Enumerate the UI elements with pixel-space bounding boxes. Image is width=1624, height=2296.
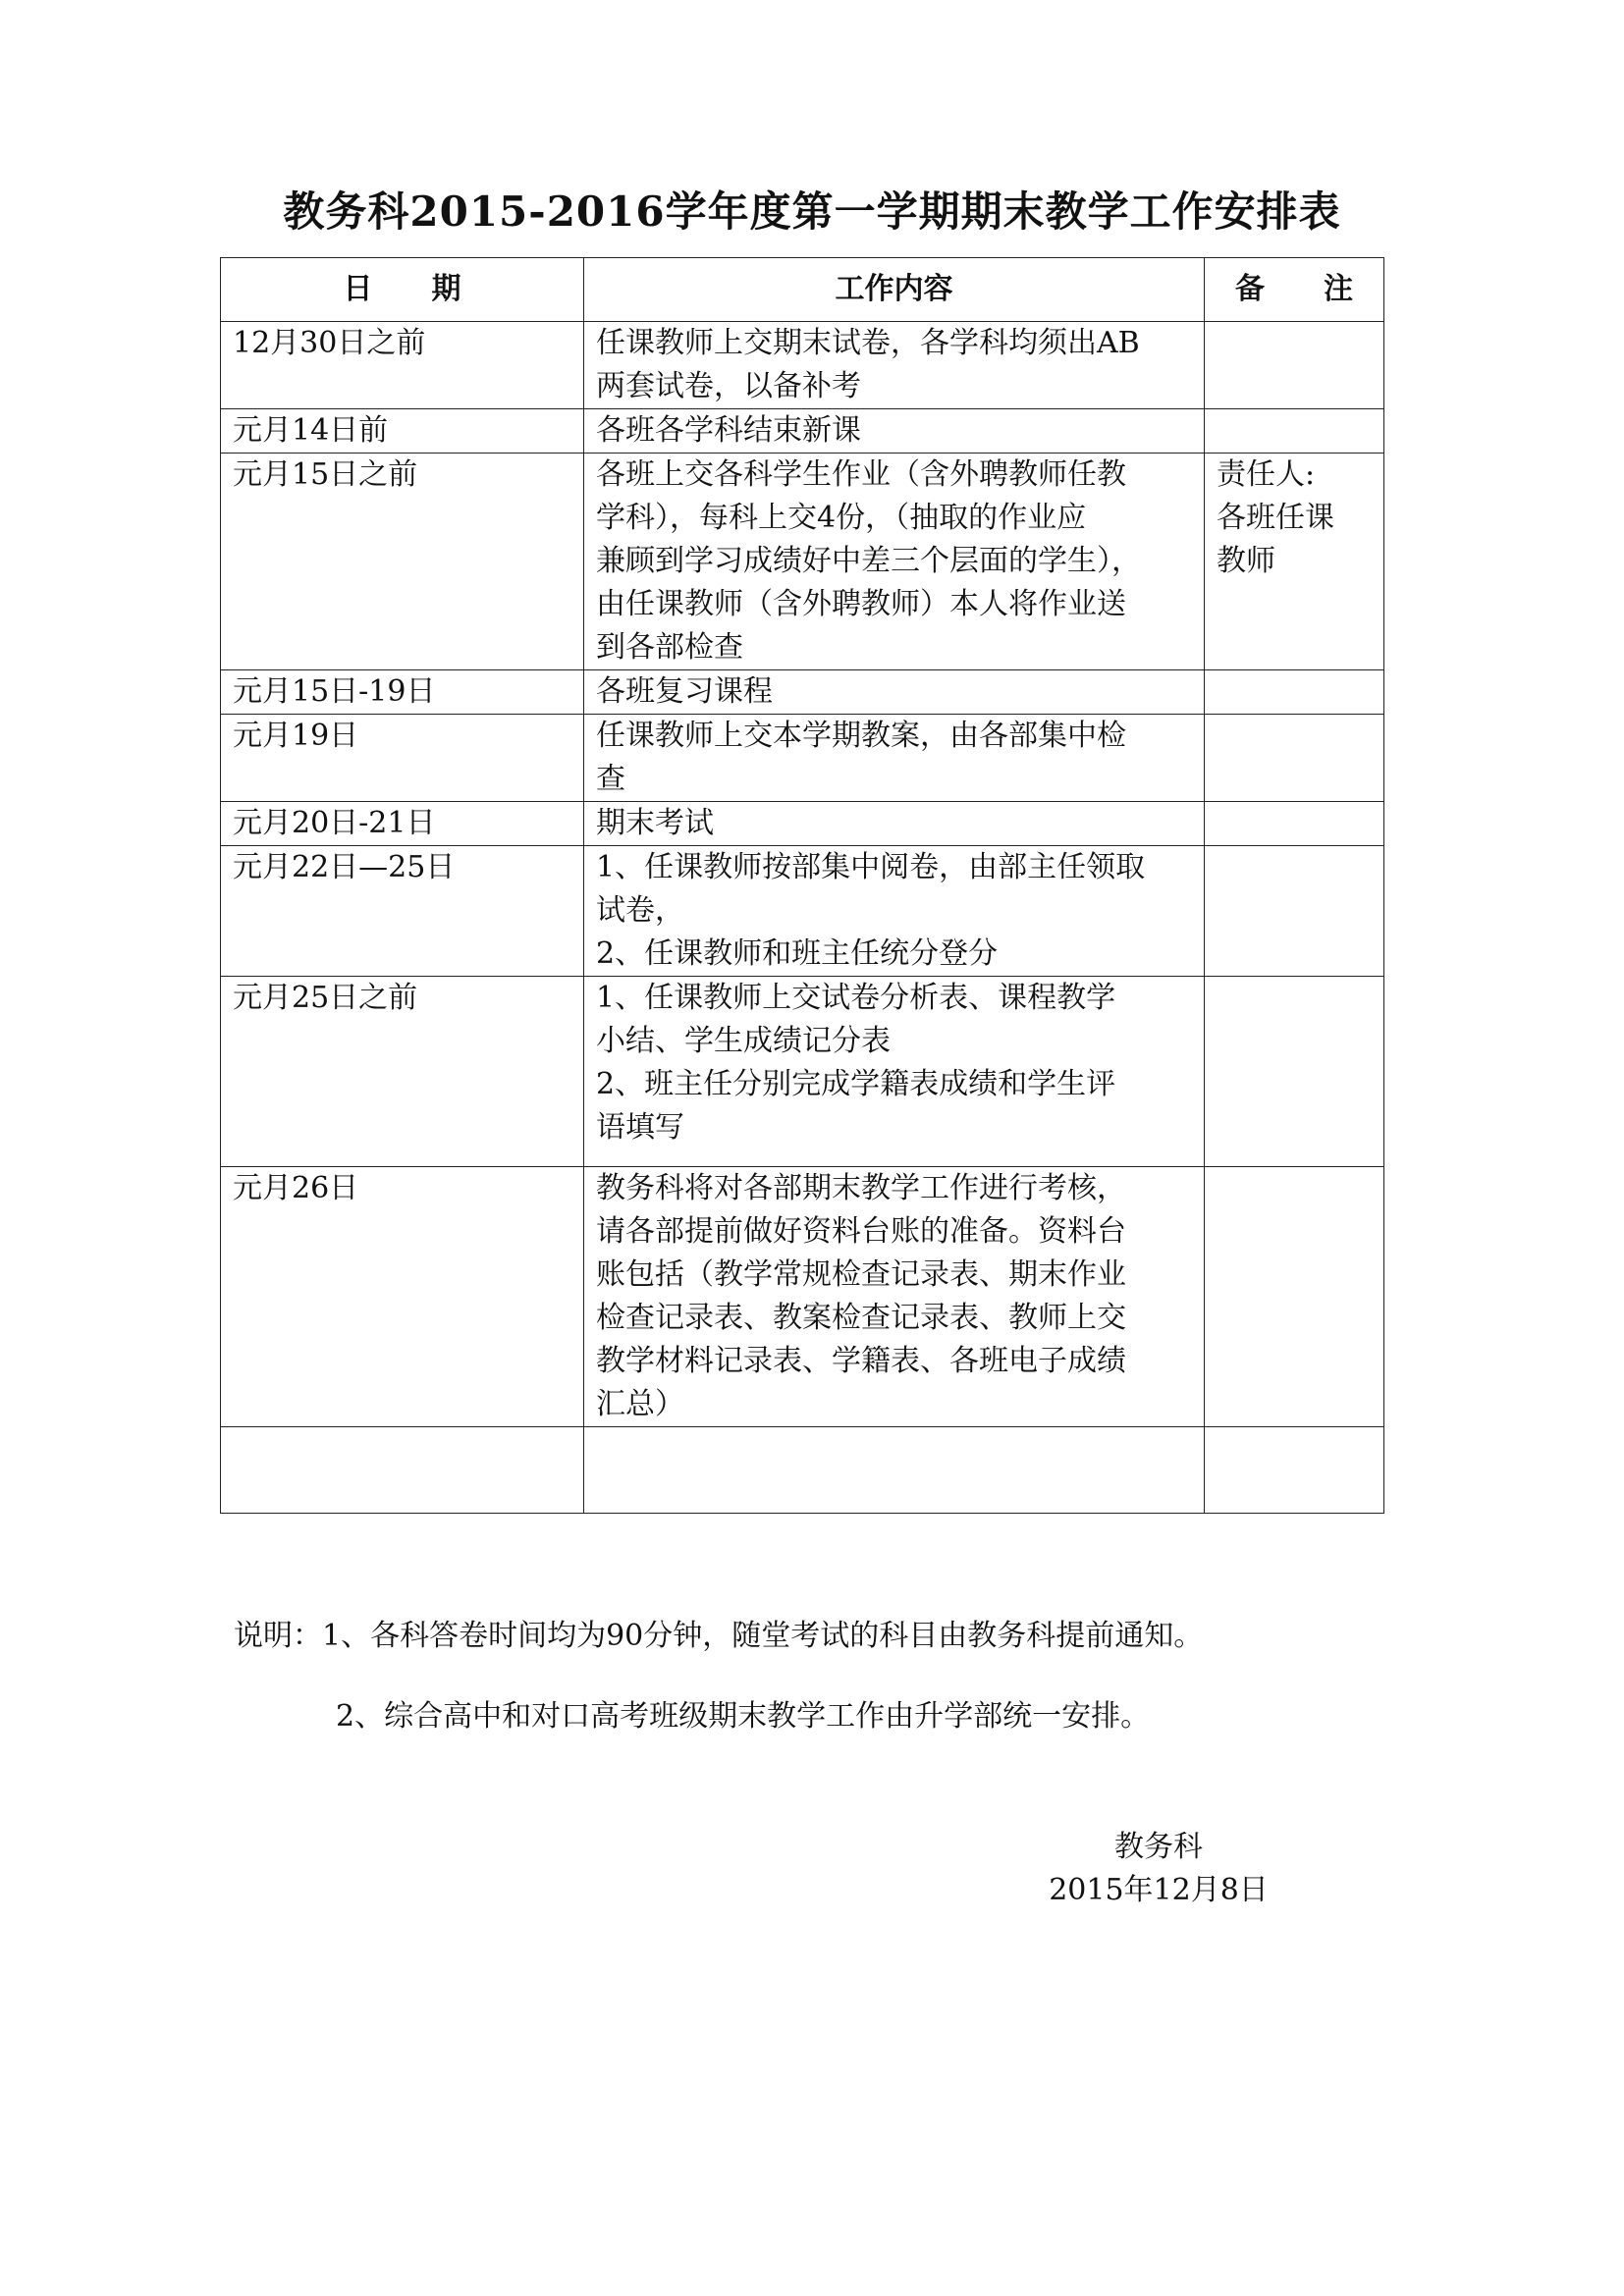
- row-note: [1205, 409, 1384, 454]
- content-line: 各班各学科结束新课: [596, 413, 861, 448]
- content-line: 学科），每科上交4份，（抽取的作业应: [596, 501, 1087, 535]
- row-date: 元月22日—25日: [221, 846, 584, 977]
- note-line: 各班任课: [1217, 501, 1334, 535]
- content-line: 期末考试: [596, 806, 714, 840]
- content-line: 教务科将对各部期末教学工作进行考核，: [596, 1171, 1126, 1205]
- note-line-1: 说明：1、各科答卷时间均为90分钟，随堂考试的科目由教务科提前通知。: [234, 1619, 1204, 1653]
- content-line: 两套试卷，以备补考: [596, 369, 861, 403]
- schedule-table: [220, 257, 1384, 1514]
- table-row: [221, 409, 1384, 454]
- row-content: [584, 802, 1205, 846]
- table-row: [221, 670, 1384, 715]
- content-line: 2、任课教师和班主任统分登分: [596, 936, 999, 971]
- content-line: 各班上交各科学生作业（含外聘教师任教: [596, 457, 1126, 492]
- header-content: 工作内容: [584, 258, 1205, 322]
- row-date: 元月15日-19日: [221, 670, 584, 715]
- note-line: 责任人:: [1217, 457, 1316, 492]
- row-content: [584, 454, 1205, 670]
- content-line: 检查记录表、教案检查记录表、教师上交: [596, 1301, 1126, 1335]
- signature-date: 2015年12月8日: [1049, 1873, 1269, 1907]
- row-content: [584, 1167, 1205, 1427]
- note-line: 教师: [1217, 544, 1275, 578]
- header-note: 备 注: [1205, 258, 1384, 322]
- row-note: [1205, 977, 1384, 1167]
- row-date: 元月15日之前: [221, 454, 584, 670]
- content-line: 由任课教师（含外聘教师）本人将作业送: [596, 587, 1126, 621]
- table-row: [221, 454, 1384, 670]
- content-line: 到各部检查: [596, 630, 743, 665]
- signature-block: [1021, 1826, 1296, 1912]
- content-line: 小结、学生成绩记分表: [596, 1024, 891, 1058]
- content-line: 账包括（教学常规检查记录表、期末作业: [596, 1257, 1126, 1292]
- table-row: [221, 846, 1384, 977]
- row-date: 元月26日: [221, 1167, 584, 1427]
- row-note: [1205, 846, 1384, 977]
- content-line: 1、任课教师上交试卷分析表、课程教学: [596, 981, 1116, 1015]
- row-note: [1205, 1427, 1384, 1514]
- content-line: 汇总）: [596, 1387, 684, 1421]
- content-line: 语填写: [596, 1110, 684, 1145]
- row-content: [584, 977, 1205, 1167]
- content-line: 2、班主任分别完成学籍表成绩和学生评: [596, 1067, 1116, 1101]
- row-note: [1205, 802, 1384, 846]
- table-row: [221, 1427, 1384, 1514]
- row-note: [1205, 715, 1384, 802]
- row-note: [1205, 1167, 1384, 1427]
- table-row: [221, 322, 1384, 409]
- row-note: [1205, 670, 1384, 715]
- header-date: 日 期: [221, 258, 584, 322]
- signature-department: 教务科: [1114, 1830, 1203, 1864]
- table-body: [221, 322, 1384, 1514]
- row-date: 元月25日之前: [221, 977, 584, 1167]
- content-line: 任课教师上交期末试卷，各学科均须出AB: [596, 326, 1140, 360]
- row-content: [584, 409, 1205, 454]
- content-line: 查: [596, 762, 625, 796]
- row-date: 元月20日-21日: [221, 802, 584, 846]
- table-header-row: [221, 258, 1384, 322]
- row-date: 元月14日前: [221, 409, 584, 454]
- row-content: [584, 670, 1205, 715]
- table-row: [221, 1167, 1384, 1427]
- document-title: 教务科2015-2016学年度第一学期期末教学工作安排表: [283, 187, 1341, 236]
- content-line: 任课教师上交本学期教案，由各部集中检: [596, 719, 1126, 753]
- table-row: [221, 715, 1384, 802]
- row-date: 元月19日: [221, 715, 584, 802]
- note-line-2: 2、综合高中和对口高考班级期末教学工作由升学部统一安排。: [336, 1699, 1151, 1734]
- row-note: [1205, 322, 1384, 409]
- content-line: 试卷，: [596, 893, 684, 928]
- content-line: 请各部提前做好资料台账的准备。资料台: [596, 1214, 1126, 1249]
- row-date: 12月30日之前: [221, 322, 584, 409]
- content-line: 各班复习课程: [596, 674, 773, 709]
- row-content: [584, 322, 1205, 409]
- notes-section: [234, 1615, 1203, 1738]
- row-content: [584, 715, 1205, 802]
- content-line: 兼顾到学习成绩好中差三个层面的学生），: [596, 544, 1141, 578]
- content-line: 教学材料记录表、学籍表、各班电子成绩: [596, 1344, 1126, 1378]
- table-row: [221, 802, 1384, 846]
- row-date: [221, 1427, 584, 1514]
- row-note: [1205, 454, 1384, 670]
- content-line: 1、任课教师按部集中阅卷，由部主任领取: [596, 850, 1146, 884]
- row-content: [584, 1427, 1205, 1514]
- row-content: [584, 846, 1205, 977]
- table-row: [221, 977, 1384, 1167]
